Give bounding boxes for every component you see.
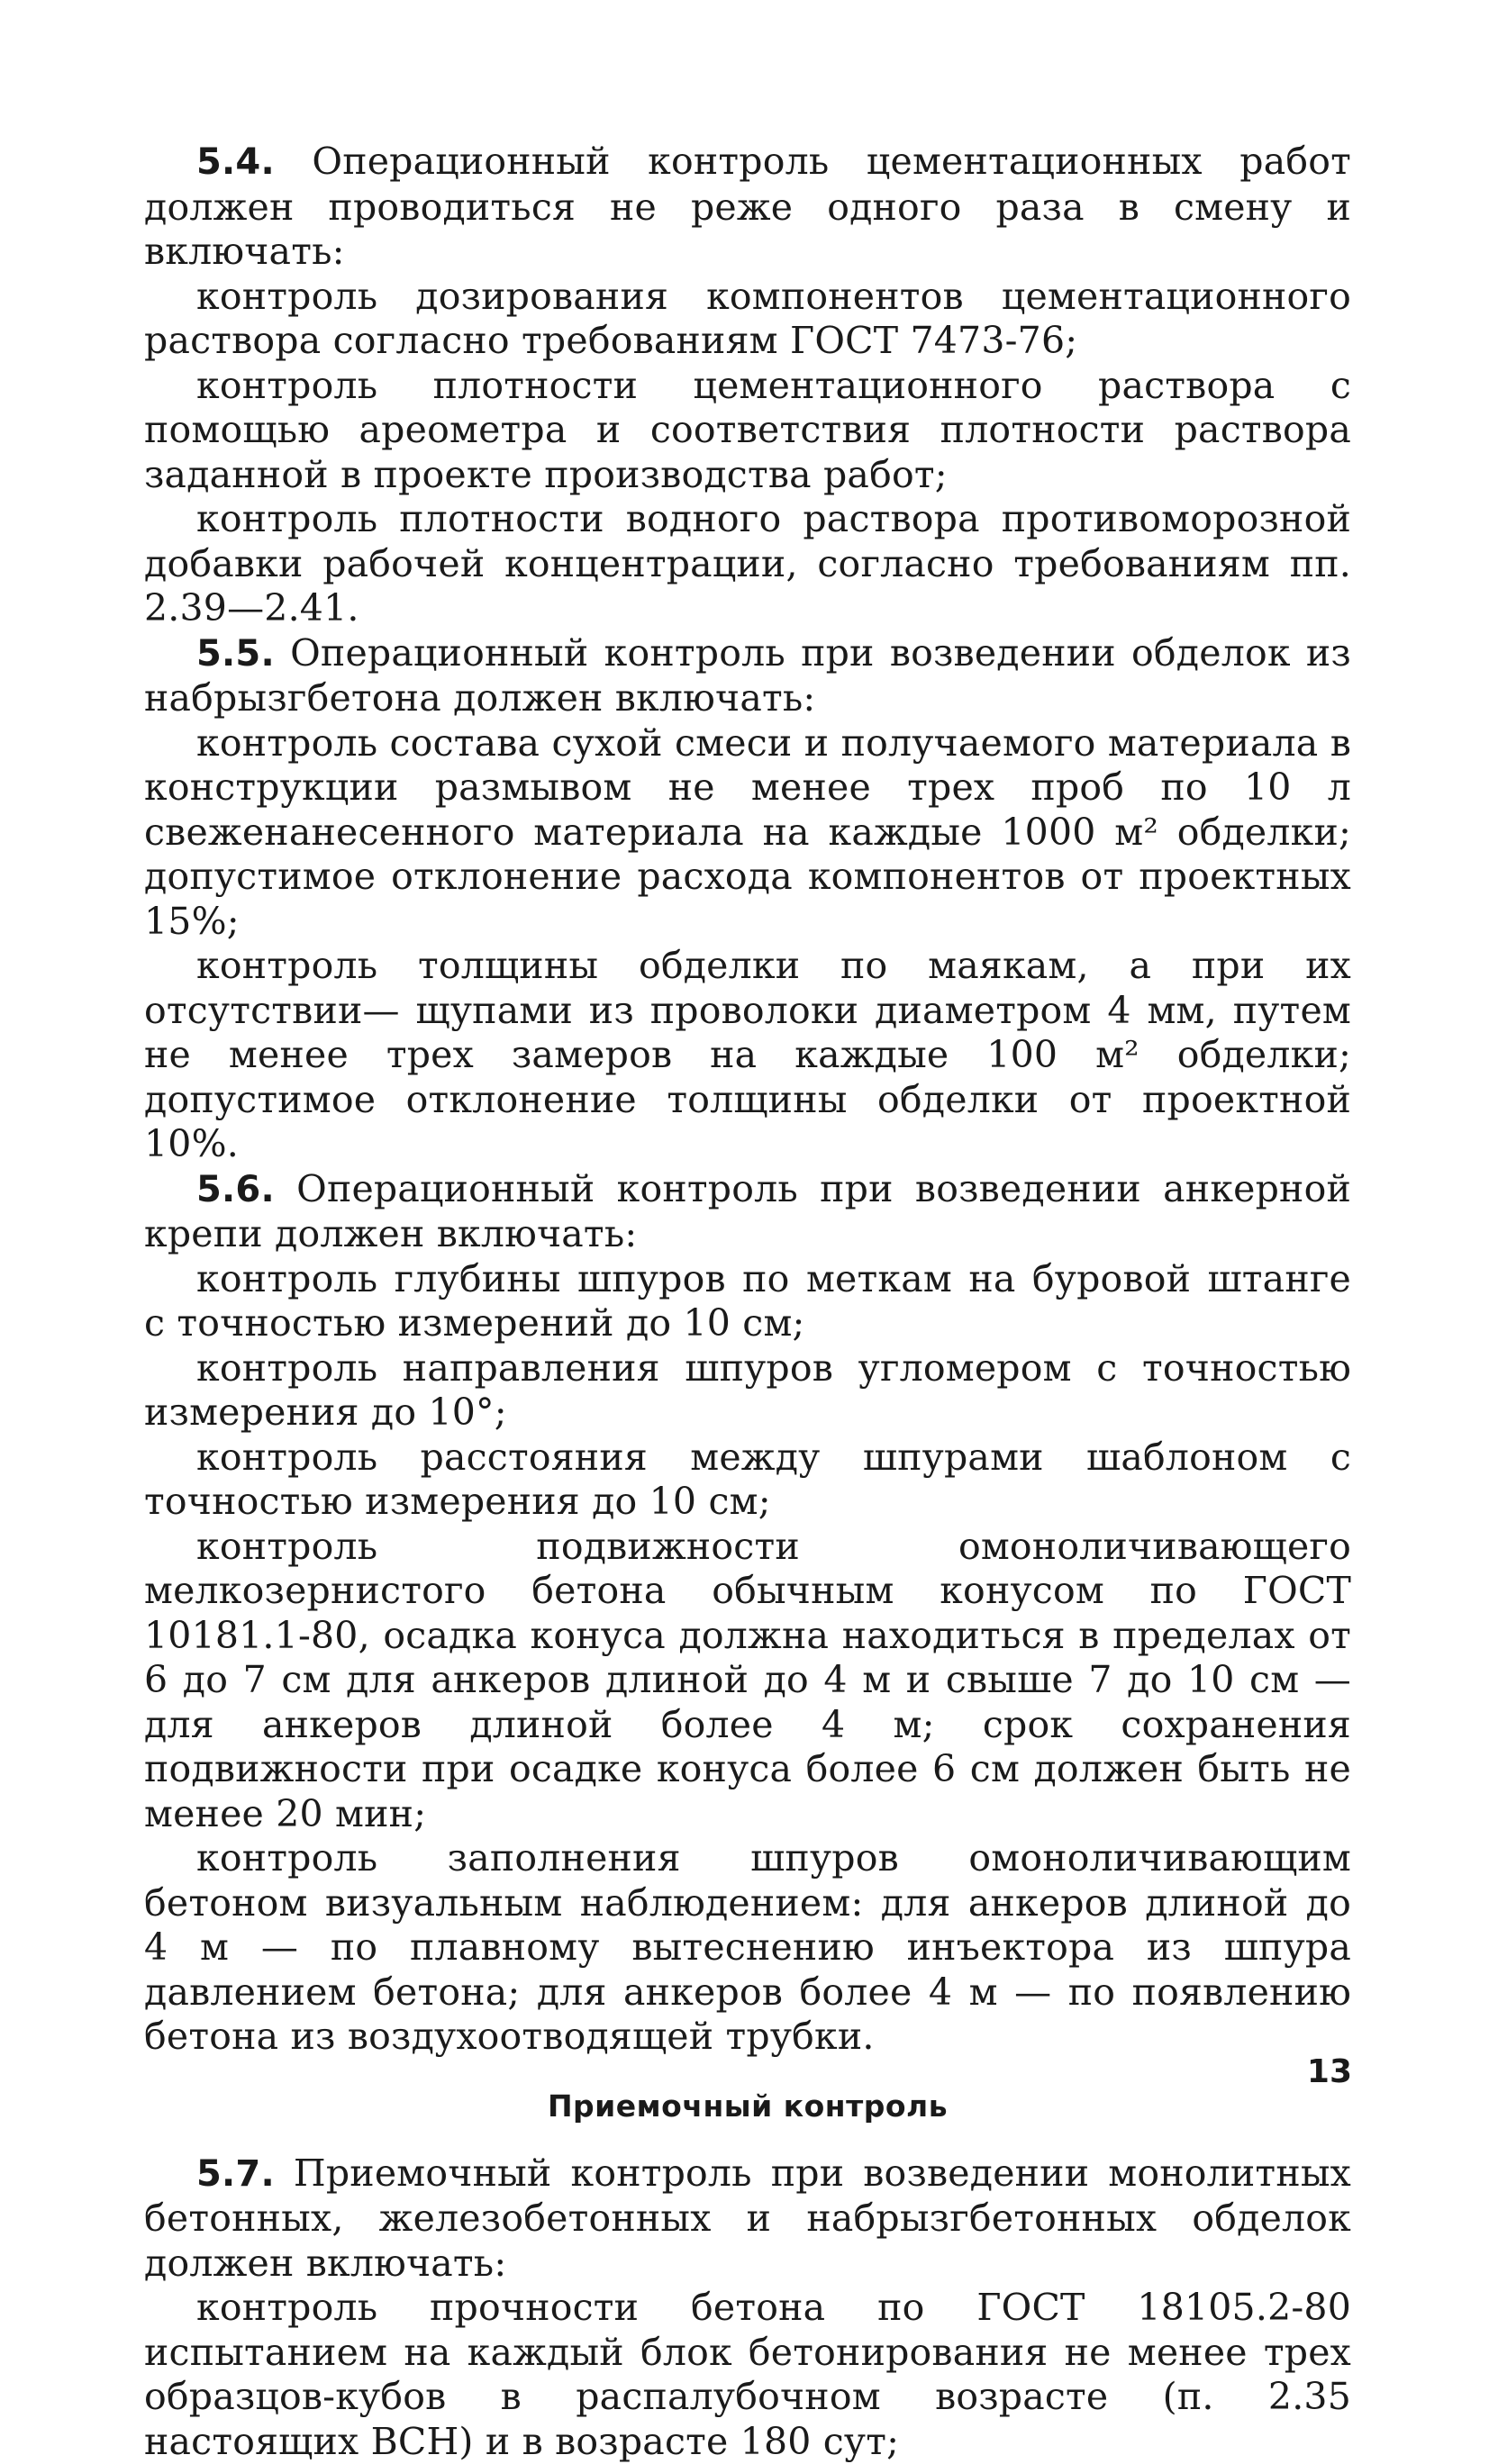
section-5-6-item-1: контроль глубины шпуров по меткам на буровой штанге с точностью измерений до 10 см; (144, 1256, 1351, 1345)
section-number: 5.7. (196, 2152, 275, 2195)
page-number: 13 (1306, 2053, 1352, 2090)
section-5-5-item-1: контроль состава сухой смеси и получаемого материала в конструкции размывом не менее трех проб по 10 л свеженанесенного материала на каждые 1000 м² обделки; допустимое отклонение расхода компонентов от проектных 15%; (144, 720, 1351, 943)
section-number: 5.5. (196, 632, 275, 675)
paragraph-text: Операционный контроль при возведении анкерной крепи должен включать: (144, 1166, 1351, 1255)
section-5-6-item-5: контроль заполнения шпуров омоноличивающим бетоном визуальным наблюдением: для анкеров длиной до 4 м — по плавному вытеснению инъектора из шпура давлением бетона; для анкеров более 4 м — по появлению бетона из воздухоотводящей трубки. (144, 1836, 1351, 2058)
paragraph-text: Операционный контроль при возведении обделок из набрызгбетона должен включать: (144, 630, 1351, 720)
section-number: 5.4. (196, 141, 275, 183)
section-5-4-item-2: контроль плотности цементационного раствора с помощью ареометра и соответствия плотности раствора заданной в проекте производства работ; (144, 363, 1351, 496)
section-number: 5.6. (196, 1168, 275, 1210)
section-5-4-item-1: контроль дозирования компонентов цементационного раствора согласно требованиям ГОСТ 7473-76; (144, 274, 1351, 362)
section-5-7-item-1: контроль прочности бетона по ГОСТ 18105.2-80 испытанием на каждый блок бетонирования не менее трех образцов-кубов в распалубочном возрасте (п. 2.35 настоящих ВСН) и в возрасте 180 сут; (144, 2286, 1351, 2463)
paragraph-text: Операционный контроль цементационных работ должен проводиться не реже одного раза в смену и включать: (144, 140, 1351, 273)
section-5-7-intro (144, 2151, 1351, 2287)
section-5-6-item-3: контроль расстояния между шпурами шаблоном с точностью измерения до 10 см; (144, 1435, 1351, 1523)
section-5-6-item-2: контроль направления шпуров угломером с точностью измерения до 10°; (144, 1345, 1351, 1434)
section-heading: Приемочный контроль (547, 2088, 949, 2124)
section-5-4-item-3: контроль плотности водного раствора противоморозной добавки рабочей концентрации, согласно требованиям пп. 2.39—2.41. (144, 497, 1351, 630)
paragraph-text: Приемочный контроль при возведении монолитных бетонных, железобетонных и набрызгбетонных обделок должен включать: (144, 2151, 1351, 2285)
section-5-5-intro (144, 631, 1351, 721)
section-5-4-intro (144, 140, 1351, 275)
section-5-6-item-4: контроль подвижности омоноличивающего мелкозернистого бетона обычным конусом по ГОСТ 10181.1-80, осадка конуса должна находиться в пределах от 6 до 7 см для анкеров длиной до 4 м и свыше 7 до 10 см — для анкеров длиной более 4 м; срок сохранения подвижности при осадке конуса более 6 см должен быть не менее 20 мин; (144, 1524, 1351, 1835)
section-5-6-intro (144, 1167, 1351, 1257)
section-5-5-item-2: контроль толщины обделки по маякам, а при их отсутствии— щупами из проволоки диаметром 4 мм, путем не менее трех замеров на каждые 100 м² обделки; допустимое отклонение толщины обделки от проектной 10%. (144, 944, 1351, 1165)
document-page (144, 140, 1351, 2464)
